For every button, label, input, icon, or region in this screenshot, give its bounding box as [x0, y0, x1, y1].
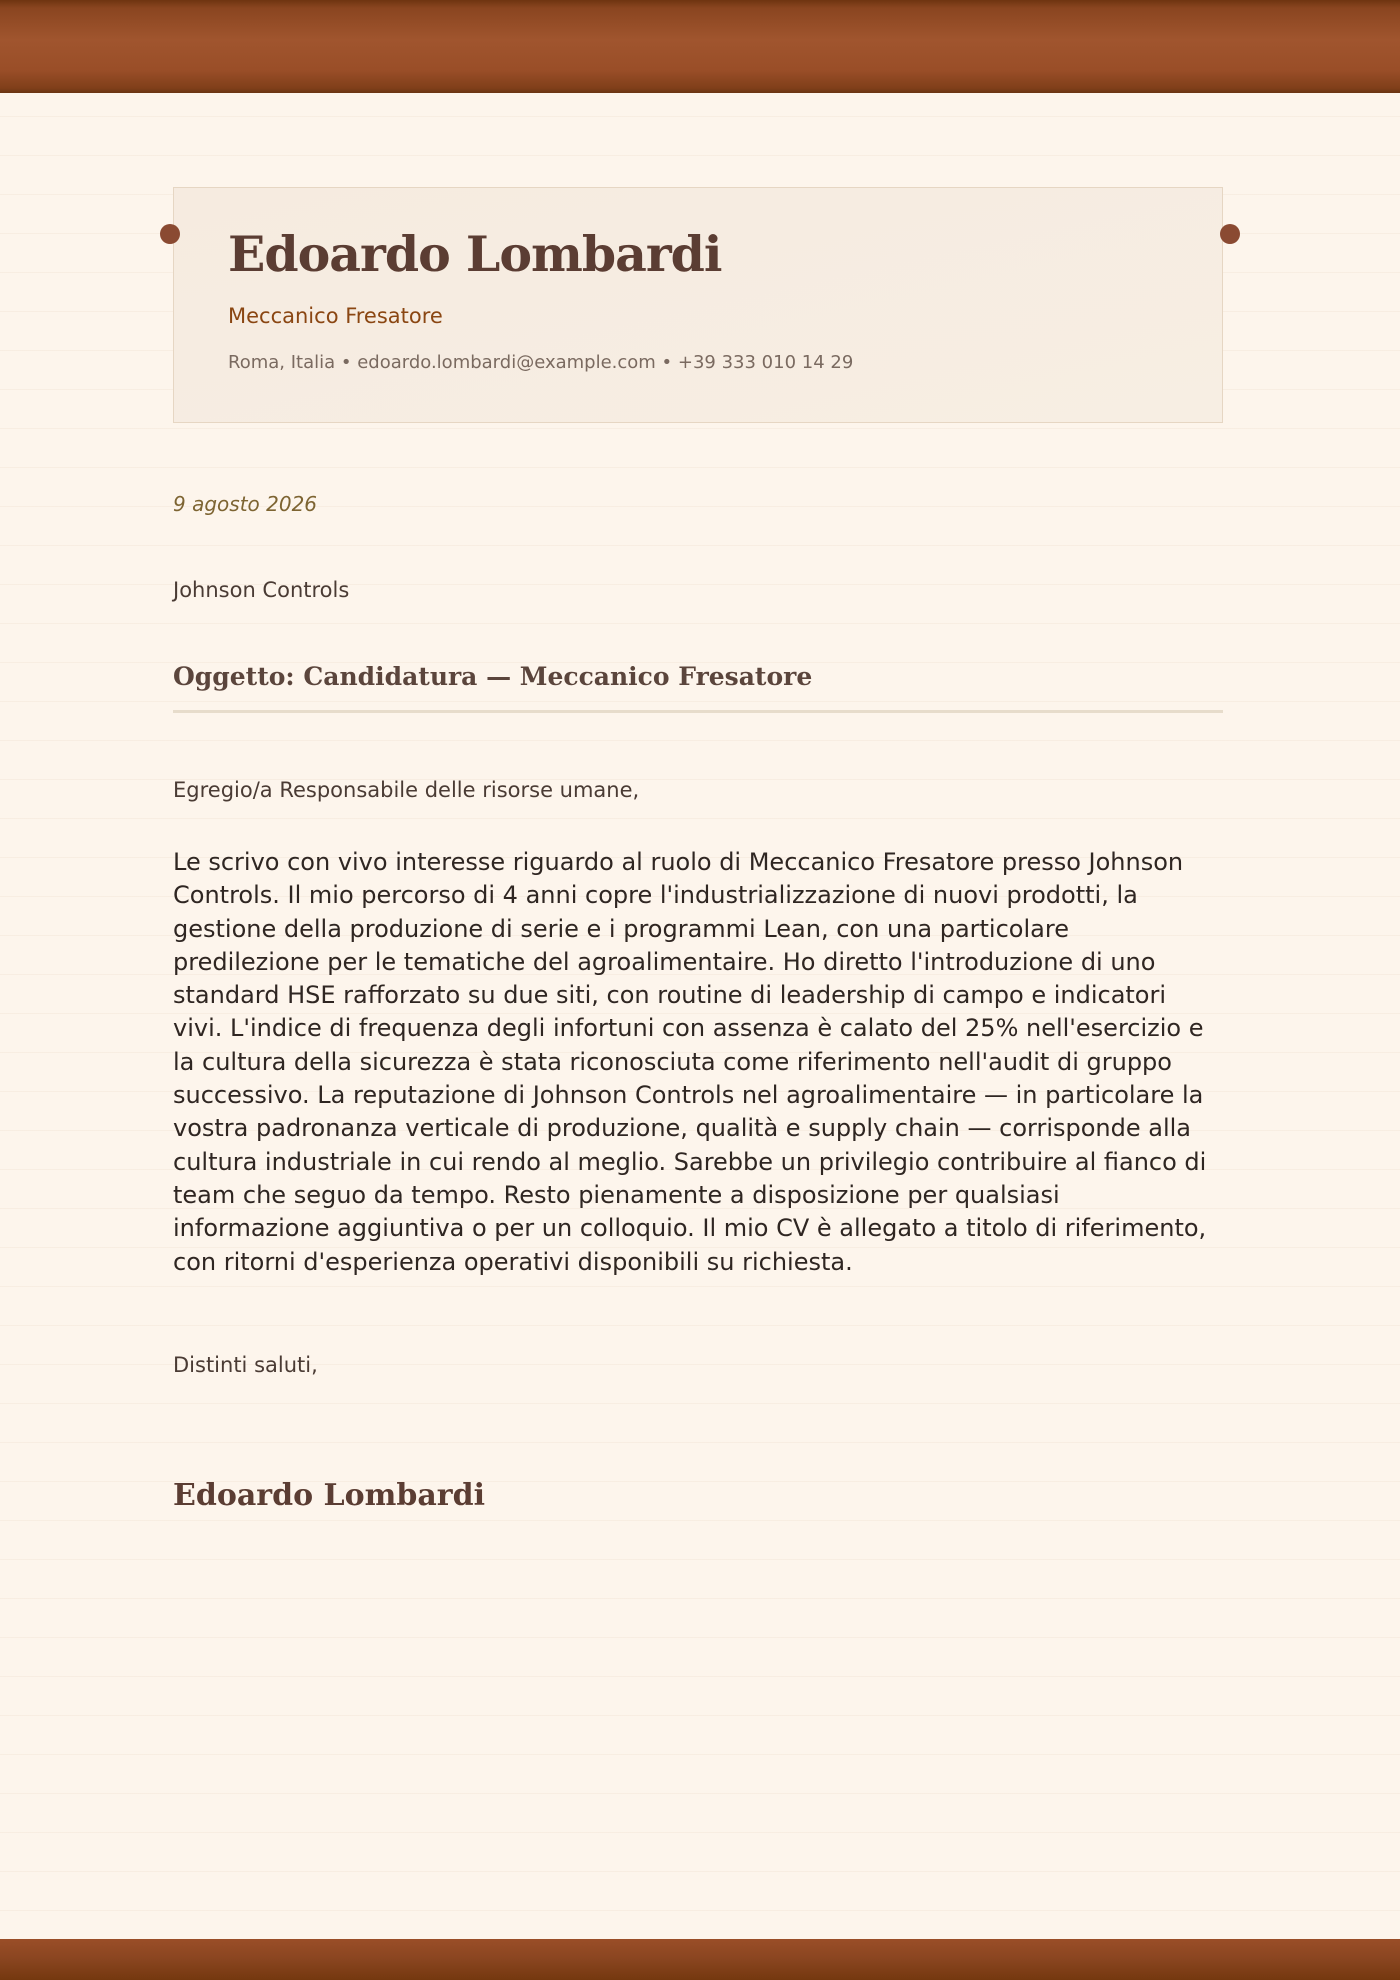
subject-line: Oggetto: Candidatura — Meccanico Fresatore [173, 662, 1223, 713]
signature: Edoardo Lombardi [173, 1478, 485, 1513]
pin-left-icon [160, 224, 180, 244]
pin-right-icon [1220, 224, 1240, 244]
letter-body: Le scrivo con vivo interesse riguardo al ruolo di Meccanico Fresatore presso Johnson Controls. Il mio percorso di 4 anni copre l'industrializzazione di nuovi prodotti, la gestione della produzione di serie e i programmi Lean, con una particolare predilezione per le tematiche del agroalimentaire. Ho diretto l'introduzione di uno standard HSE rafforzato su due siti, con routine di leadership di campo e indicatori vivi. L'indice di frequenza degli infortuni con assenza è calato del 25% nell'esercizio e la cultura della sicurezza è stata riconosciuta come riferimento nell'audit di gruppo successivo. La reputazione di Johnson Controls nel agroalimentaire — in particolare la vostra padronanza verticale di produzione, qualità e supply chain — corrisponde alla cultura industriale in cui rendo al meglio. Sarebbe un privilegio contribuire al fianco di team che seguo da tempo. Resto pienamente a disposizione per qualsiasi informazione aggiuntiva o per un colloquio. Il mio CV è allegato a titolo di riferimento, con ritorni d'esperienza operativi disponibili su richiesta. [173, 848, 1207, 1276]
sender-contact: Roma, Italia • edoardo.lombardi@example.com • +39 333 010 14 29 [228, 351, 854, 373]
closing: Distinti saluti, [173, 1353, 318, 1377]
salutation: Egregio/a Responsabile delle risorse umane, [173, 778, 640, 802]
sender-name: Edoardo Lombardi [228, 225, 722, 283]
bottom-decorative-band [0, 1939, 1400, 1980]
sender-role: Meccanico Fresatore [228, 303, 443, 328]
letterhead-card [173, 187, 1223, 423]
top-decorative-band [0, 0, 1400, 93]
letter-date: 9 agosto 2026 [173, 492, 318, 516]
recipient: Johnson Controls [173, 578, 350, 602]
